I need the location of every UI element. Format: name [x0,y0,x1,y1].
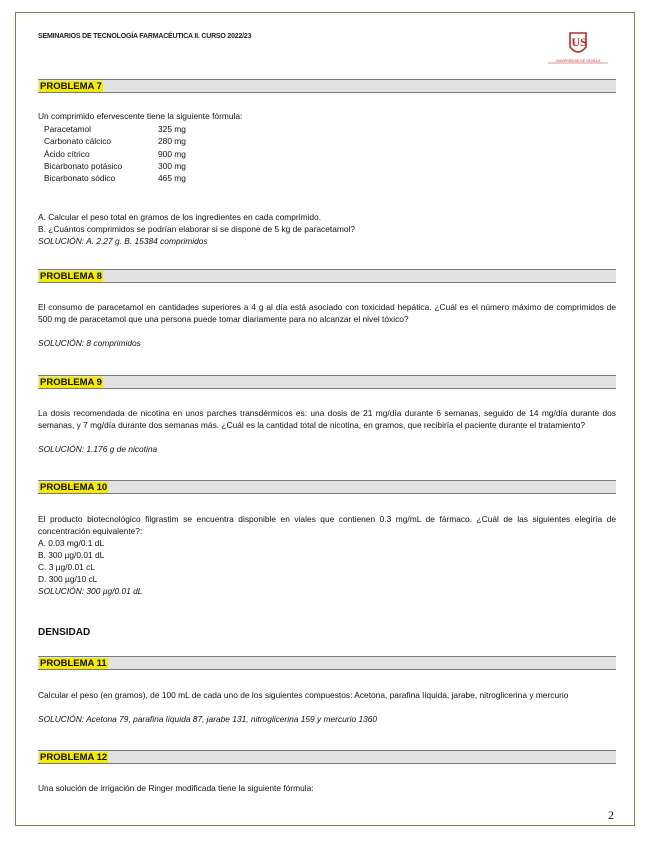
problem-12-heading: PROBLEMA 12 [40,752,108,763]
formula-row [44,123,186,135]
ingredient-amount: 465 mg [158,173,186,184]
problem-11-heading: PROBLEMA 11 [40,658,107,669]
formula-list [44,123,186,184]
problem-7-solution: SOLUCIÓN: A. 2.27 g. B. 15384 comprimidos [38,236,208,246]
problem-7-heading: PROBLEMA 7 [40,81,102,92]
problem-8-solution: SOLUCIÓN: 8 comprimidos [38,338,141,348]
problem-10-option-a: A. 0.03 mg/0.1 dL [38,538,105,548]
university-logo [538,29,618,71]
problem-10-heading: PROBLEMA 10 [40,482,108,493]
problem-9-heading: PROBLEMA 9 [40,377,102,388]
problem-12-heading-bar [38,750,616,764]
problem-8-heading-bar [38,269,616,283]
formula-row [44,160,186,172]
ingredient-name: Ácido cítrico [44,148,90,159]
problem-8-heading: PROBLEMA 8 [40,271,102,282]
problem-7-intro: Un comprimido efervescente tiene la siguiente fórmula: [38,111,243,121]
problem-10-text: El producto biotecnológico filgrastim se encuentra disponible en viales que contienen 0.3 mg/mL de fármaco. ¿Cuál de las siguientes elegiría de concentración equivalente?: [38,514,616,536]
ingredient-amount: 300 mg [158,160,186,171]
problem-8-text: El consumo de paracetamol en cantidades superiores a 4 g al día está asociado con toxicidad hepática. ¿Cuál es el número máximo de comprimidos de 500 mg de paracetamol que una persona puede tomar diariamente para no alcanzar el nivel tóxico? [38,302,616,324]
university-seal-icon [538,29,618,71]
formula-row [44,148,186,160]
header-title: SEMINARIOS DE TECNOLOGÍA FARMACÉUTICA II. CURSO 2022/23 [38,33,252,40]
ingredient-name: Bicarbonato sódico [44,173,116,184]
page [15,12,635,826]
problem-9-text: La dosis recomendada de nicotina en unos parches transdérmicos es: una dosis de 21 mg/día durante 6 semanas, seguido de 14 mg/día durante dos semanas, y 7 mg/día durante dos semanas más. ¿Cuál es la cantidad total de nicotina, en gramos, que recibiría el paciente durante el tratamiento? [38,408,616,430]
ingredient-name: Carbonato cálcico [44,136,112,147]
formula-row [44,172,186,184]
problem-11-text: Calcular el peso (en gramos), de 100 mL de cada uno de los siguientes compuestos: Acetona, parafina líquida, jarabe, nitroglicerina y mercurio [38,690,569,700]
ingredient-amount: 900 mg [158,148,186,159]
problem-12-text: Una solución de irrigación de Ringer modificada tiene la siguiente fórmula: [38,783,314,793]
ingredient-name: Bicarbonato potásico [44,160,123,171]
problem-7-heading-bar [38,79,616,93]
svg-text:US: US [571,35,587,49]
ingredient-amount: 325 mg [158,124,186,134]
problem-9-solution: SOLUCIÓN: 1.176 g de nicotina [38,444,158,454]
problem-11-heading-bar [38,656,616,670]
page-number: 2 [608,808,614,822]
problem-10-option-d: D. 300 µg/10 cL [38,574,98,584]
problem-10-solution: SOLUCIÓN: 300 µg/0.01 dL [38,586,143,596]
problem-10-option-c: C. 3 µg/0.01 cL [38,562,95,572]
section-density: DENSIDAD [38,627,91,638]
logo-caption: UNIVERSIDAD DE SEVILLA [555,59,601,63]
problem-10-heading-bar [38,480,616,494]
problem-7-question-a: A. Calcular el peso total en gramos de los ingredientes en cada comprimido. [38,212,322,222]
ingredient-name: Paracetamol [44,124,92,134]
formula-row [44,135,186,147]
problem-11-solution: SOLUCIÓN: Acetona 79, parafina líquida 87, jarabe 131, nitroglicerina 159 y mercurio 1360 [38,714,378,724]
ingredient-amount: 280 mg [158,136,186,147]
problem-9-heading-bar [38,375,616,389]
problem-7-question-b: B. ¿Cuántos comprimidos se podrían elaborar si se dispone de 5 kg de paracetamol? [38,224,356,234]
problem-10-option-b: B. 300 µg/0.01 dL [38,550,105,560]
